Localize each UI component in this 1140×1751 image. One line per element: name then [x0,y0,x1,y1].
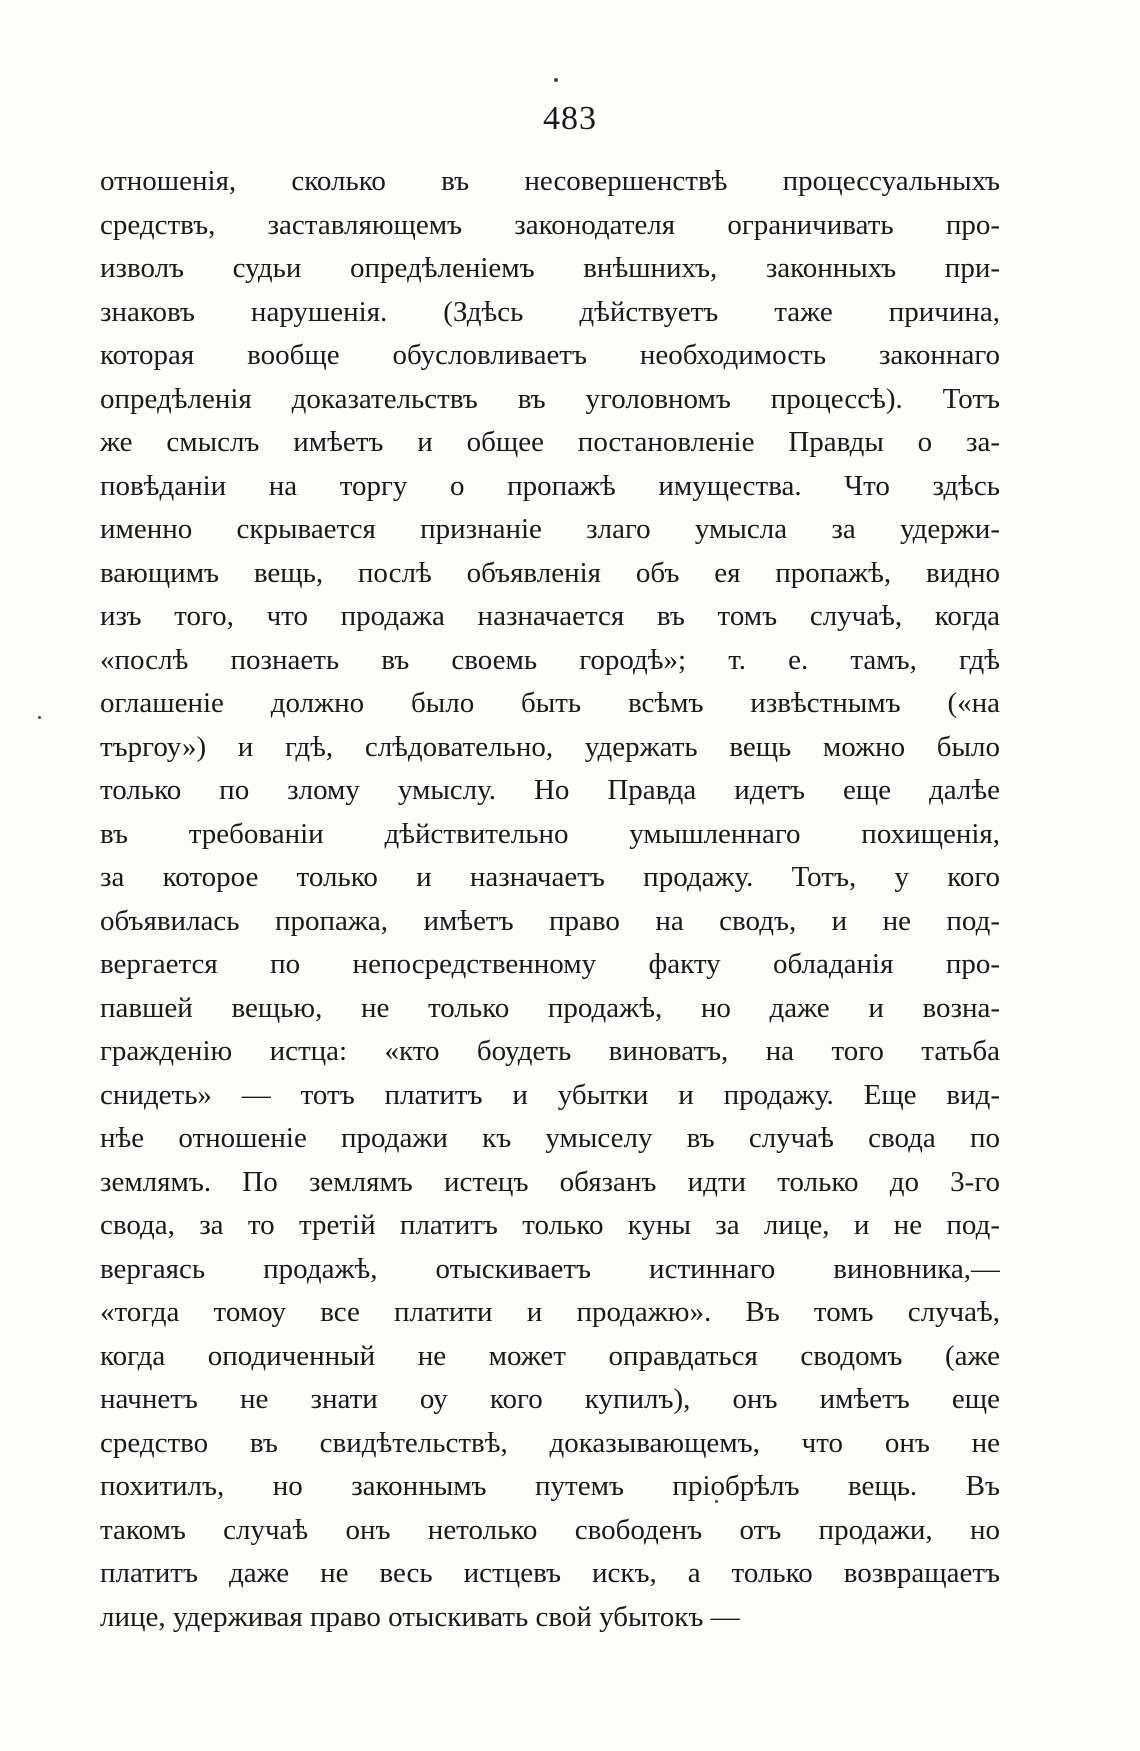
text-line: когда оподиченный не может оправдаться сводомъ (аже [100,1339,1000,1372]
text-line: именно скрывается признаніе злаго умысла за удержи- [100,513,1000,545]
text-line: въ требованіи дѣйствительно умышленнаго похищенія, [100,817,1000,850]
text-line: повѣданіи на торгу о пропажѣ имущества. Что здѣсь [100,469,1000,502]
speck-left [38,716,41,719]
text-line: гражденію истца: «кто боудеть виноватъ, на того татьба [100,1035,1000,1067]
text-line: которая вообще обусловливаетъ необходимость законнаго [100,339,1000,371]
text-line: опредѣленія доказательствъ въ уголовномъ процессѣ). Тотъ [100,382,1000,415]
text-line: оглашеніе должно было быть всѣмъ извѣстнымъ («на [100,687,1000,719]
page-number: 483 [543,100,597,137]
text-line: павшей вещью, не только продажѣ, но даже и возна- [100,991,1000,1024]
text-line: средство въ свидѣтельствѣ, доказывающемъ, что онъ не [100,1426,1000,1459]
body-text [100,160,1000,1639]
text-line: свода, за то третій платитъ только куны за лице, и не под- [100,1209,1000,1241]
text-line: начнетъ не знати оу кого купилъ), онъ имѣетъ еще [100,1383,1000,1415]
text-line: знаковъ нарушенія. (Здѣсь дѣйствуетъ таже причина, [100,295,1000,328]
text-line: средствъ, заставляющемъ законодателя ограничивать про- [100,208,1000,241]
text-line: «послѣ познаеть въ своемь городѣ»; т. е. тамъ, гдѣ [100,643,1000,676]
text-line: землямъ. По землямъ истецъ обязанъ идти только до 3-го [100,1165,1000,1198]
text-line: похитилъ, но законнымъ путемъ пріобрѣлъ вещь. Въ [100,1470,1000,1502]
text-line: вающимъ вещь, послѣ объявленія объ ея пропажѣ, видно [100,556,1000,589]
text-line: лице, удерживая право отыскивать свой убытокъ — [100,1600,740,1633]
text-line: търгоу») и гдѣ, слѣдовательно, удержать вещь можно было [100,730,1000,763]
speck-top [554,78,558,82]
text-line: вергаясь продажѣ, отыскиваетъ истиннаго виновника,— [100,1252,1000,1285]
text-line: вергается по непосредственному факту обладанія про- [100,948,1000,980]
text-line: отношенія, сколько въ несовершенствѣ процессуальныхъ [100,165,1000,197]
text-line: за которое только и назначаетъ продажу. Тотъ, у кого [100,861,1000,893]
text-line: изъ того, что продажа назначается въ томъ случаѣ, когда [100,600,1000,632]
text-line: снидеть» — тотъ платитъ и убытки и продажу. Еще вид- [100,1078,1000,1111]
text-line: нѣе отношеніе продажи къ умыселу въ случаѣ свода по [100,1122,1000,1154]
text-line: же смыслъ имѣетъ и общее постановленіе Правды о за- [100,426,1000,458]
text-line: такомъ случаѣ онъ нетолько свободенъ отъ продажи, но [100,1513,1000,1546]
text-line: платитъ даже не весь истцевъ искъ, а только возвращаетъ [100,1557,1000,1589]
text-line: объявилась пропажа, имѣетъ право на сводъ, и не под- [100,904,1000,937]
text-line: «тогда томоу все платити и продажю». Въ томъ случаѣ, [100,1296,1000,1328]
text-line: изволъ судьи опредѣленіемъ внѣшнихъ, законныхъ при- [100,252,1000,284]
text-line: только по злому умыслу. Но Правда идетъ еще далѣе [100,774,1000,806]
